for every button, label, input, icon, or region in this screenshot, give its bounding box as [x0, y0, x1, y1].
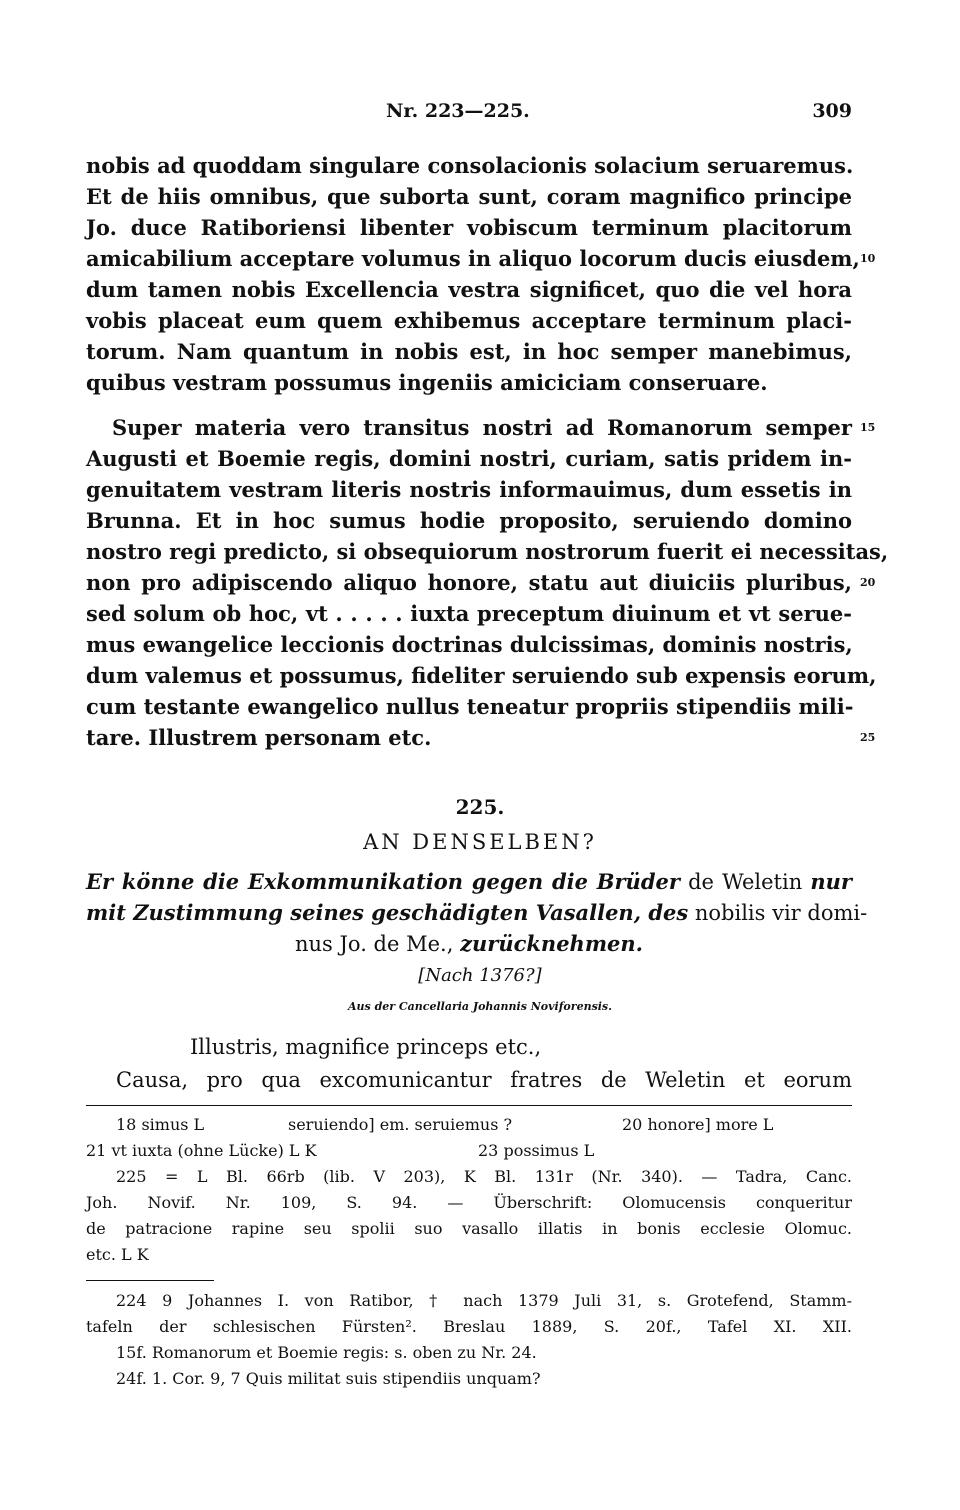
text-line: Super materia vero transitus nostri ad Romanorum semper [112, 415, 852, 440]
commentary-divider [86, 1280, 214, 1281]
regest-line: Er könne die Exkommunikation gegen die Brüder de Weletin nur [86, 869, 852, 894]
running-title: Nr. 223—225. [386, 100, 530, 122]
line-number: 10 [860, 252, 876, 265]
text-line: amicabilium acceptare volumus in aliquo locorum ducis eiusdem, [86, 246, 860, 271]
text-line: Augusti et Boemie regis, domini nostri, curiam, satis pridem in- [86, 446, 852, 471]
source-note: Aus der Cancellaria Johannis Noviforensis. [348, 1000, 612, 1013]
apparatus-line: de patracione rapine seu spolii suo vasallo illatis in bonis ecclesie Olomuc. [86, 1219, 852, 1238]
line-number: 25 [860, 731, 876, 744]
regest-line: nus Jo. de Me., zurücknehmen. [295, 931, 643, 956]
text-line: Et de hiis omnibus, que suborta sunt, coram magnifico principe [86, 184, 852, 209]
apparatus-line: etc. L K [86, 1245, 149, 1264]
document-heading: AN DENSELBEN? [363, 830, 597, 854]
text-line: non pro adipiscendo aliquo honore, statu aut diuiciis pluribus, [86, 570, 852, 595]
text-line: nostro regi predicto, si obsequiorum nostrorum fuerit ei necessitas, [86, 539, 889, 564]
text-line: quibus vestram possumus ingeniis amiciciam conseruare. [86, 370, 768, 395]
page-number: 309 [812, 100, 852, 122]
text-line: dum valemus et possumus, fideliter seruiendo sub expensis eorum, [86, 663, 877, 688]
date-note: [Nach 1376?] [418, 965, 542, 986]
text-line: tare. Illustrem personam etc. [86, 725, 432, 750]
commentary-line: 24f. 1. Cor. 9, 7 Quis militat suis stipendiis unquam? [116, 1369, 541, 1388]
commentary-line: 224 9 Johannes I. von Ratibor, † nach 1379 Juli 31, s. Grotefend, Stamm- [116, 1291, 852, 1310]
apparatus-line: 21 vt iuxta (ohne Lücke) L K 23 possimus L [86, 1141, 595, 1160]
text-line: nobis ad quoddam singulare consolacionis solacium seruaremus. [86, 153, 854, 178]
apparatus-line: 225 = L Bl. 66rb (lib. V 203), K Bl. 131r (Nr. 340). — Tadra, Canc. [116, 1167, 852, 1186]
text-line: cum testante ewangelico nullus teneatur propriis stipendiis mili- [86, 694, 854, 719]
apparatus-line: 18 simus L seruiendo] em. seruiemus ? 20 honore] more L [116, 1115, 774, 1134]
line-number: 15 [860, 421, 876, 434]
regest-line: mit Zustimmung seines geschädigten Vasallen, des nobilis vir domi- [86, 900, 868, 925]
text-line: mus ewangelice leccionis doctrinas dulcissimas, dominis nostris, [86, 632, 853, 657]
apparatus-divider [86, 1105, 852, 1106]
line-number: 20 [860, 576, 876, 589]
text-line: Brunna. Et in hoc sumus hodie proposito, seruiendo domino [86, 508, 852, 533]
text-line: dum tamen nobis Excellencia vestra significet, quo die vel hora [86, 277, 852, 302]
page-header [86, 100, 852, 130]
text-line: Jo. duce Ratiboriensi libenter vobiscum terminum placitorum [86, 215, 852, 240]
text-line: vobis placeat eum quem exhibemus acceptare terminum placi- [86, 308, 852, 333]
commentary-line: tafeln der schlesischen Fürsten². Breslau 1889, S. 20f., Tafel XI. XII. [86, 1317, 852, 1336]
commentary-line: 15f. Romanorum et Boemie regis: s. oben zu Nr. 24. [116, 1343, 537, 1362]
text-line: Causa, pro qua excomunicantur fratres de Weletin et eorum [116, 1068, 852, 1092]
document-number: 225. [455, 795, 505, 819]
text-line: sed solum ob hoc, vt . . . . . iuxta preceptum diuinum et vt serue- [86, 601, 852, 626]
text-line: genuitatem vestram literis nostris informauimus, dum essetis in [86, 477, 852, 502]
apparatus-line: Joh. Novif. Nr. 109, S. 94. — Überschrift: Olomucensis conqueritur [86, 1193, 852, 1212]
salutation: Illustris, magnifice princeps etc., [190, 1035, 542, 1059]
text-line: torum. Nam quantum in nobis est, in hoc semper manebimus, [86, 339, 852, 364]
